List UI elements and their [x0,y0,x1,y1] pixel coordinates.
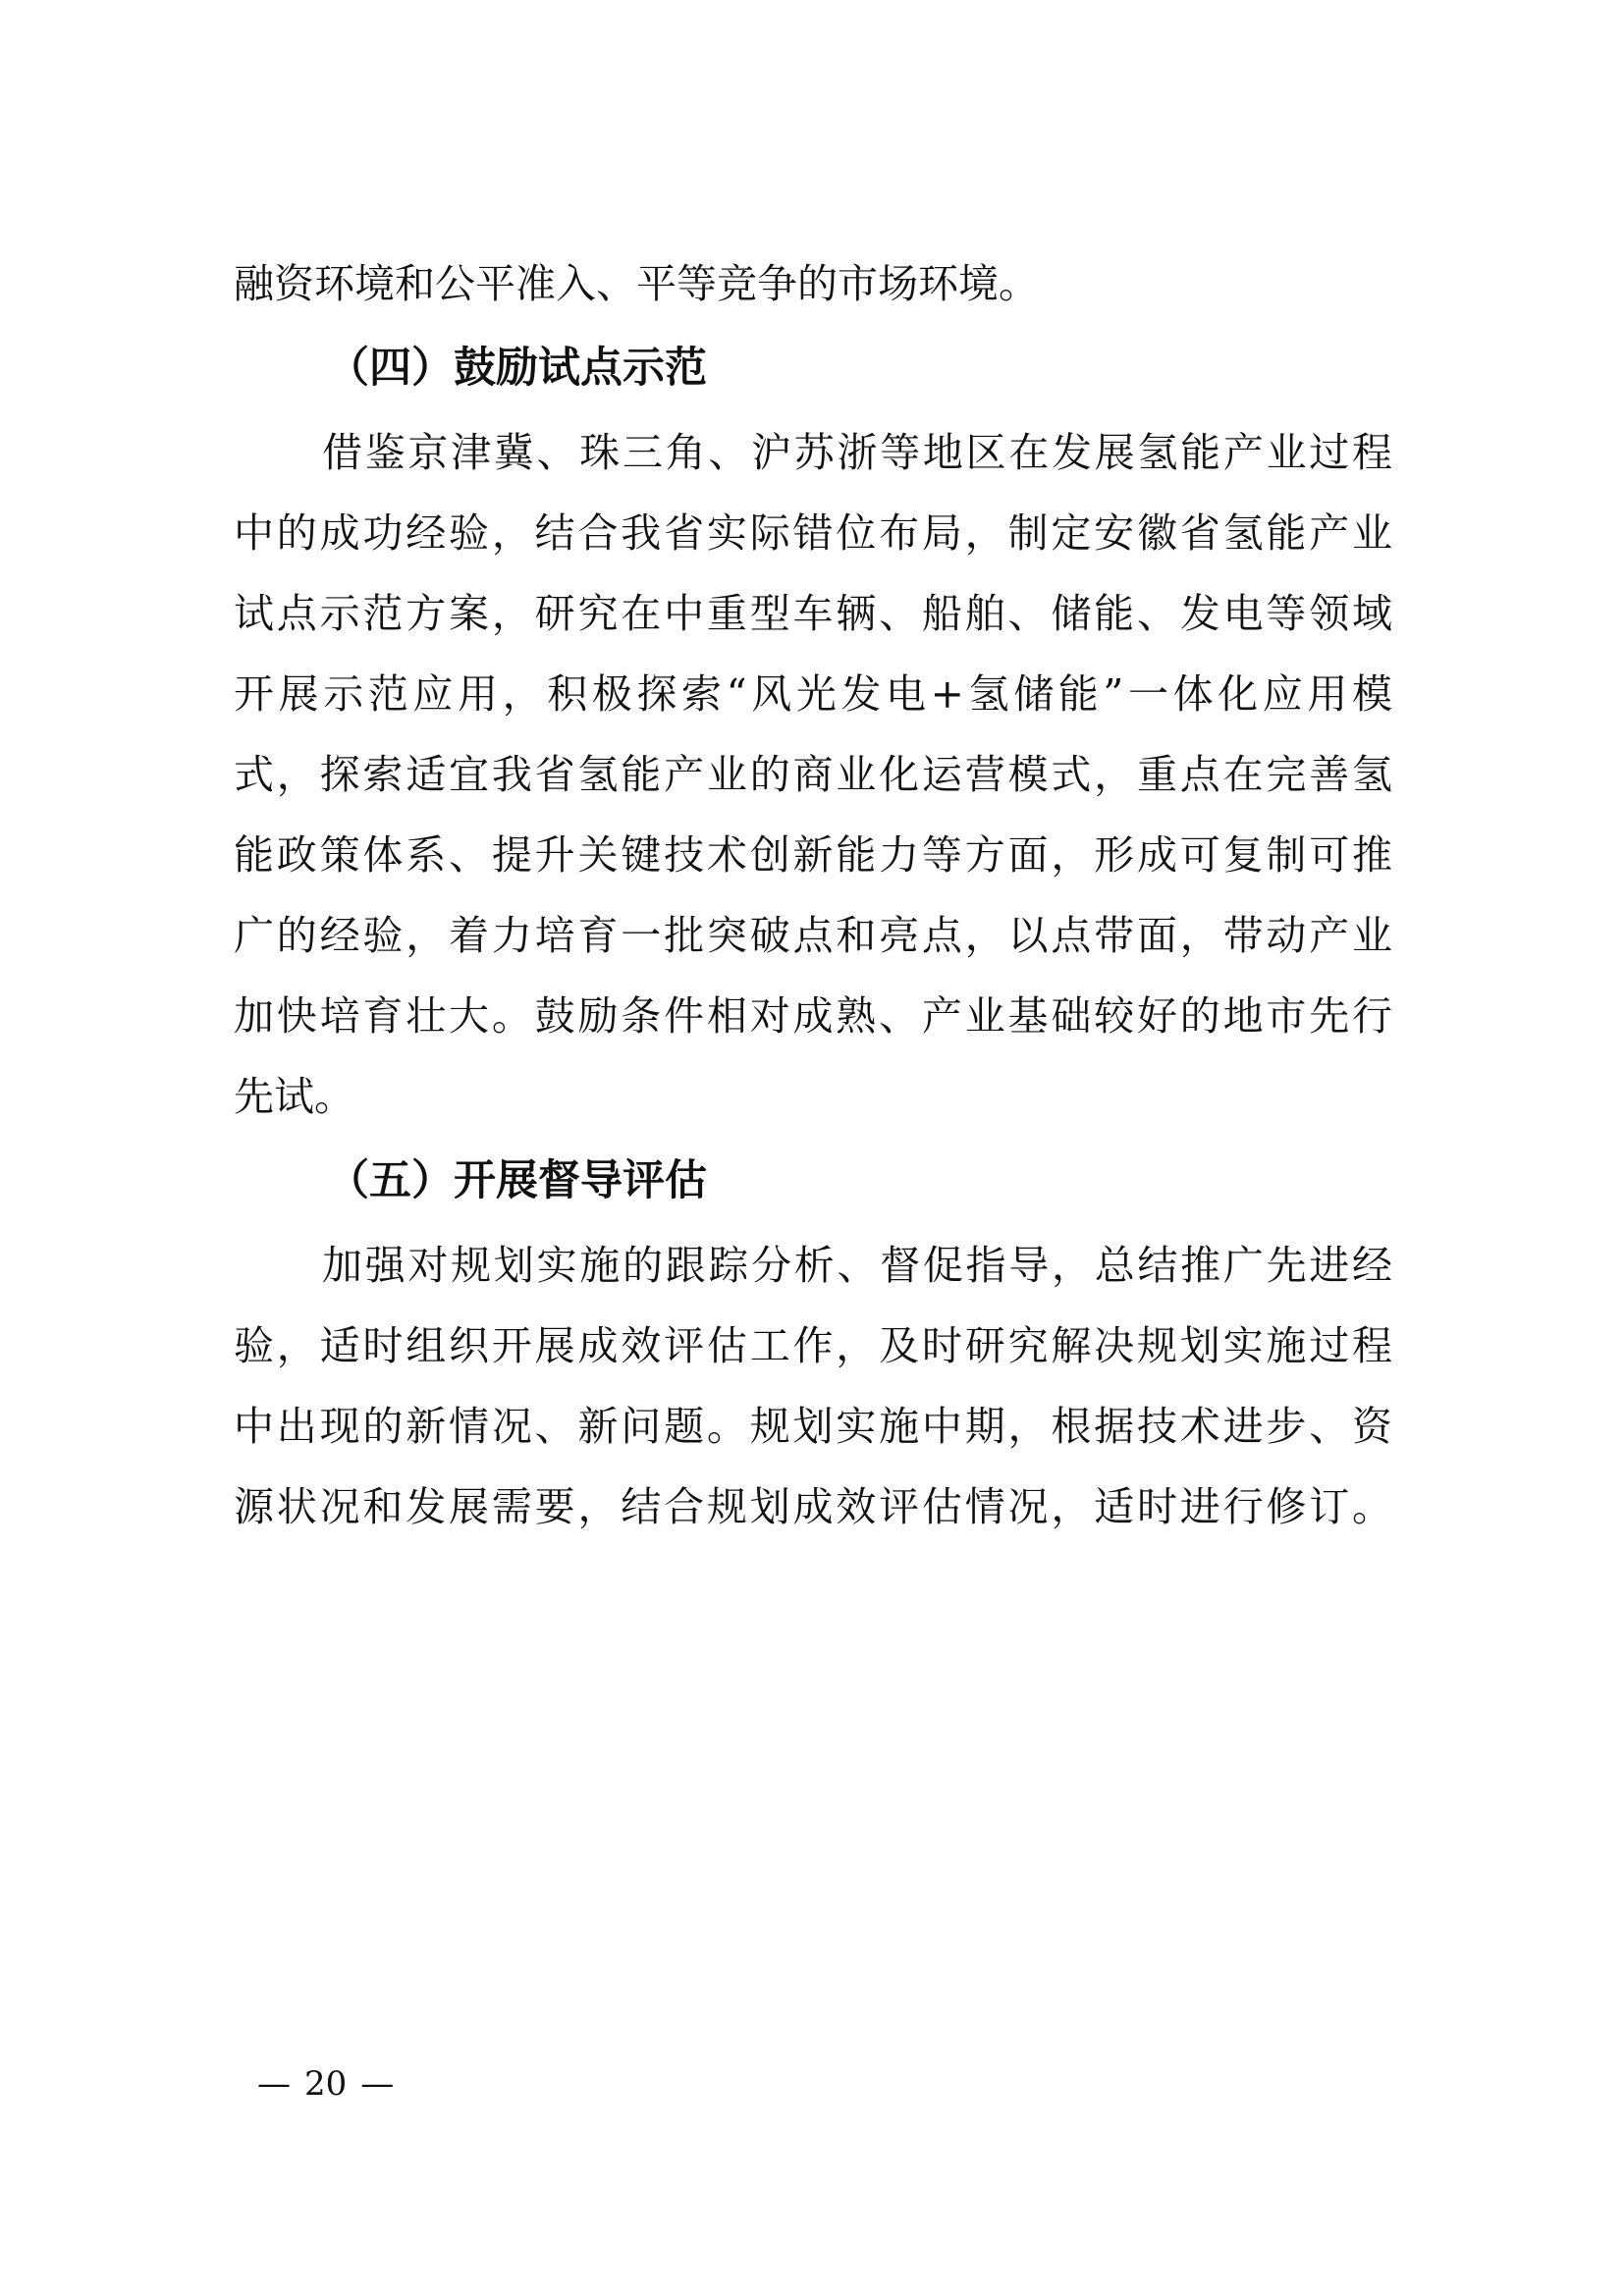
body-text-line: 验，适时组织开展成效评估工作，及时研究解决规划实施过程 [234,1322,1392,1369]
section-heading-5: （五）开展督导评估 [327,1156,707,1205]
body-text-line: 先试。 [234,1073,354,1120]
body-text-line: 广的经验，着力培育一批突破点和亮点，以点带面，带动产业 [234,912,1392,959]
body-text-line: 中的成功经验，结合我省实际错位布局，制定安徽省氢能产业 [234,509,1392,557]
body-text-line: 式，探索适宜我省氢能产业的商业化运营模式，重点在完善氢 [234,751,1392,798]
body-text-line: 中出现的新情况、新问题。规划实施中期，根据技术进步、资 [234,1403,1392,1450]
page-footer [257,2064,394,2104]
body-text-line: 借鉴京津冀、珠三角、沪苏浙等地区在发展氢能产业过程 [322,429,1392,476]
footer-left-dash: — [257,2064,291,2104]
body-text-line: 能政策体系、提升关键技术创新能力等方面，形成可复制可推 [234,831,1392,879]
paragraph-continuation-line: 融资环境和公平准入、平等竞争的市场环境。 [234,260,1039,307]
body-text-line: 源状况和发展需要，结合规划成效评估情况，适时进行修订。 [234,1483,1392,1530]
section-heading-4: （四）鼓励试点示范 [327,344,707,393]
body-text-line: 加快培育壮大。鼓励条件相对成熟、产业基础较好的地市先行 [234,992,1392,1040]
footer-right-dash: — [360,2064,395,2104]
page-number: 20 [304,2064,348,2104]
page-content [234,243,1392,1547]
body-text-line: 加强对规划实施的跟踪分析、督促指导，总结推广先进经 [322,1242,1392,1289]
body-text-line: 开展示范应用，积极探索“风光发电+氢储能”一体化应用模 [234,670,1392,718]
body-text-line: 试点示范方案，研究在中重型车辆、船舶、储能、发电等领域 [234,590,1392,637]
